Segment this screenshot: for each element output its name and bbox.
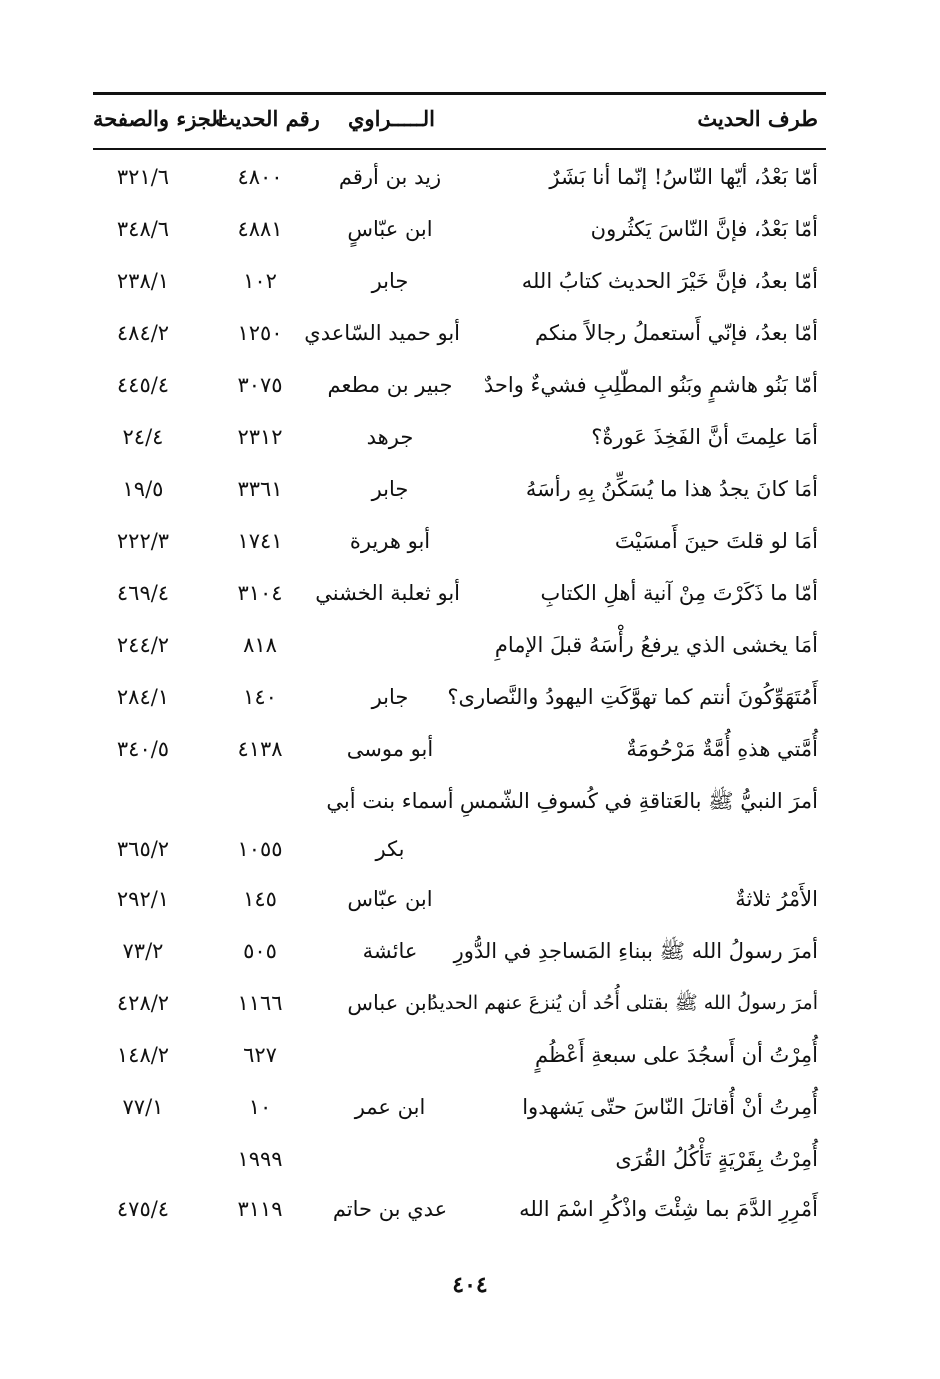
volume-page: ٢٣٨/١ [116,269,170,293]
table-row [0,422,940,474]
volume-page: ٤٢٨/٢ [116,991,170,1015]
table-row [0,214,940,266]
volume-page: ١٤٨/٢ [116,1043,170,1067]
header-narrator: الـــــراوي [348,106,435,131]
narrator: أسماء بنت أبي [326,789,454,813]
hadith-text: أمّا ما ذَكَرْتَ مِنْ آنية أهلِ الكتابِ [540,581,818,605]
hadith-number: ١٠ [248,1095,272,1119]
hadith-number: ١٩٩٩ [237,1147,283,1171]
volume-page: ٧٣/٢ [122,939,164,963]
top-rule [93,92,826,95]
narrator: أبو حميد السّاعدي [304,321,460,345]
hadith-number: ١٤٥ [243,887,277,911]
page-number: ٤٠٤ [452,1272,488,1298]
volume-page: ١٩/٥ [122,477,164,501]
hadith-number: ٤١٣٨ [237,737,283,761]
narrator: ابن عبّاس [347,887,433,911]
header-text: طرف الحديث [697,106,818,131]
hadith-text: أمَا لو قلتَ حينَ أَمسَيْتَ [614,529,818,553]
hadith-text: أمَا علِمتَ أنَّ الفَخِذَ عَورةٌ؟ [591,425,818,449]
hadith-text: أُمَّتي هذهِ أُمَّةٌ مَرْحُومَةٌ [626,737,818,761]
header-number: رقم الحديث [215,106,320,131]
header-volume: الجزء والصفحة [93,106,224,131]
header-rule [93,148,826,150]
hadith-text: أُمِرْتُ أن أَسجُدَ على سبعةِ أَعْظُمٍ [535,1043,818,1067]
volume-page: ٤٤٥/٤ [116,373,170,397]
table-row [0,1144,940,1196]
hadith-number: ٤٨٨١ [237,217,283,241]
hadith-text: أُمِرْتُ بِقَرْيَةٍ تَأْكُلُ القُرَى [615,1147,818,1171]
table-row [0,266,940,318]
volume-page: ٢٤٤/٢ [116,633,170,657]
hadith-text: أَمُتَهَوِّكُونَ أنتم كما تهوَّكَتِ اليهودُ والنَّصارى؟ [447,685,818,709]
volume-page: ٤٨٤/٢ [116,321,170,345]
table-row [0,526,940,578]
table-row [0,834,940,886]
hadith-text: أمّا بعدُ، فإنَّ خَيْرَ الحديث كتابُ الله [521,269,818,293]
hadith-text: أمّا بَعْدُ، فإنَّ النّاسَ يَكثُرون [590,217,818,241]
volume-page: ٢٩٢/١ [116,887,170,911]
volume-page: ٧٧/١ [122,1095,164,1119]
volume-page: ٢٢٢/٣ [116,529,170,553]
volume-page: ٣٤٨/٦ [116,217,170,241]
hadith-number: ١١٦٦ [237,991,283,1015]
volume-page: ٤٧٥/٤ [116,1197,170,1221]
hadith-number: ١٠٥٥ [237,837,283,861]
hadith-number: ١٠٢ [243,269,277,293]
hadith-number: ٢٣١٢ [237,425,283,449]
volume-page: ٣٢١/٦ [116,165,170,189]
hadith-text: أمرَ النبيُّ ﷺ بالعَتاقةِ في كُسوفِ الشّمسِ [459,789,818,813]
hadith-number: ١٧٤١ [237,529,283,553]
narrator: ابن عبّاسٍ [347,217,433,241]
table-row [0,682,940,734]
table-row [0,786,940,838]
hadith-number: ٣٠٧٥ [237,373,283,397]
hadith-text: أمَا كانَ يجدُ هذا ما يُسَكِّنُ بِهِ رأسَهُ [525,477,818,501]
table-row [0,936,940,988]
narrator: عدي بن حاتم [332,1197,448,1221]
volume-page: ٢٤/٤ [122,425,164,449]
hadith-number: ٦٢٧ [243,1043,277,1067]
hadith-text: أُمِرتُ أنْ أُقاتلَ النّاسَ حتّى يَشهدوا [522,1095,818,1119]
table-row [0,884,940,936]
table-row [0,1040,940,1092]
volume-page: ٢٨٤/١ [116,685,170,709]
narrator: ابن عمر [354,1095,426,1119]
table-row [0,1194,940,1246]
table-row [0,734,940,786]
table-row [0,474,940,526]
hadith-text: أمّا بعدُ، فإنّي أَستعملُ رجالاً منكم [534,321,818,345]
narrator: بكر [375,837,405,861]
table-row [0,578,940,630]
table-row [0,162,940,214]
hadith-number: ٣١٠٤ [237,581,283,605]
volume-page: ٣٤٠/٥ [116,737,170,761]
volume-page: ٤٦٩/٤ [116,581,170,605]
hadith-text: أَمْرِرِ الدَّمَ بما شِئْتَ واذْكُرِ اسْمَ الله [519,1197,818,1221]
hadith-number: ٥٠٥ [243,939,277,963]
table-row [0,318,940,370]
hadith-text: أمّا بَنُو هاشمٍ وبَنُو المطّلِبِ فشيءٌ واحدٌ [483,373,818,397]
hadith-number: ٣١١٩ [237,1197,283,1221]
table-row [0,1092,940,1144]
hadith-text: أمرَ رسولُ الله ﷺ ببناءِ المَساجدِ في الدُّورِ [453,939,818,963]
hadith-number: ١٤٠ [243,685,277,709]
table-row [0,630,940,682]
hadith-text: أمرَ رسولُ الله ﷺ بقتلى أُحُد أن يُنزعَ عنهم الحديدُ [429,992,818,1014]
table-row [0,370,940,422]
narrator: ابن عباس [347,991,433,1015]
narrator: زيد بن أرقم [338,165,442,189]
narrator: جبير بن مطعم [327,373,453,397]
narrator: جابر [371,477,409,501]
hadith-number: ٨١٨ [243,633,277,657]
hadith-number: ٣٣٦١ [237,477,283,501]
hadith-text: أمّا بَعْدُ، أيّها النّاسُ! إنّما أنا بَشَرٌ [549,165,818,189]
narrator: أبو موسى [346,737,434,761]
volume-page: ٣٦٥/٢ [116,837,170,861]
narrator: جرهد [366,425,414,449]
narrator: جابر [371,269,409,293]
hadith-number: ٤٨٠٠ [237,165,283,189]
narrator: عائشة [362,939,418,963]
table-row [0,988,940,1040]
narrator: جابر [371,685,409,709]
narrator: أبو ثعلبة الخشني [315,581,460,605]
hadith-text: الأَمْرُ ثلاثةٌ [735,887,818,911]
hadith-number: ١٢٥٠ [237,321,283,345]
narrator: أبو هريرة [349,529,431,553]
hadith-text: أمَا يخشى الذي يرفعُ رأْسَهُ قبلَ الإمامِ [494,633,818,657]
